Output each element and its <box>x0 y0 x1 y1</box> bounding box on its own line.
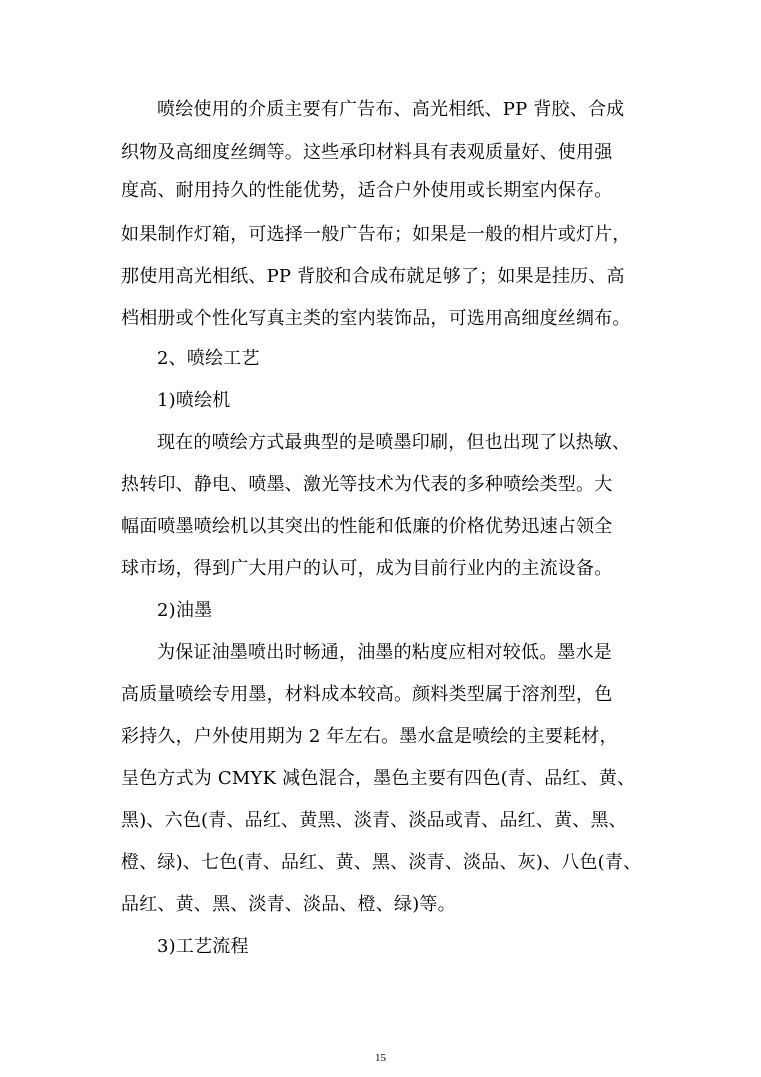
paragraph-line: 球市场，得到广大用户的认可，成为目前行业内的主流设备。 <box>121 558 613 579</box>
paragraph-line: 高质量喷绘专用墨，材料成本较高。颜料类型属于溶剂型，色 <box>121 684 613 705</box>
paragraph-line: 热转印、静电、喷墨、激光等技术为代表的多种喷绘类型。大 <box>121 474 613 495</box>
paragraph-line: 那使用高光相纸、PP 背胶和合成布就足够了；如果是挂历、高 <box>121 266 625 287</box>
paragraph-line: 如果制作灯箱，可选择一般广告布；如果是一般的相片或灯片， <box>121 224 631 245</box>
paragraph-line: 喷绘使用的介质主要有广告布、高光相纸、PP 背胶、合成 <box>157 99 625 120</box>
paragraph-line: 彩持久，户外使用期为 2 年左右。墨水盒是喷绘的主要耗材， <box>121 726 618 747</box>
paragraph-line: 呈色方式为 CMYK 减色混合，墨色主要有四色(青、品红、黄、 <box>121 768 636 789</box>
paragraph-line: 品红、黄、黑、淡青、淡品、橙、绿)等。 <box>121 894 456 915</box>
subsection-heading: 2)油墨 <box>157 600 213 621</box>
subsection-heading: 1)喷绘机 <box>157 390 231 411</box>
paragraph-line: 黑)、六色(青、品红、黄黑、淡青、淡品或青、品红、黄、黑、 <box>121 810 627 831</box>
page-number: 15 <box>375 1052 386 1064</box>
paragraph-line: 档相册或个性化写真主类的室内装饰品，可选用高细度丝绸布。 <box>121 308 631 329</box>
paragraph-line: 度高、耐用持久的性能优势，适合户外使用或长期室内保存。 <box>121 180 613 201</box>
paragraph-line: 橙、绿)、七色(青、品红、黄、黑、淡青、淡品、灰)、八色(青、 <box>121 852 642 873</box>
paragraph-line: 织物及高细度丝绸等。这些承印材料具有表观质量好、使用强 <box>121 142 613 163</box>
paragraph-line: 现在的喷绘方式最典型的是喷墨印刷，但也出现了以热敏、 <box>157 432 631 453</box>
section-heading: 2、喷绘工艺 <box>157 348 260 369</box>
paragraph-line: 幅面喷墨喷绘机以其突出的性能和低廉的价格优势迅速占领全 <box>121 516 613 537</box>
paragraph-line: 为保证油墨喷出时畅通，油墨的粘度应相对较低。墨水是 <box>157 642 612 663</box>
subsection-heading: 3)工艺流程 <box>157 936 249 957</box>
